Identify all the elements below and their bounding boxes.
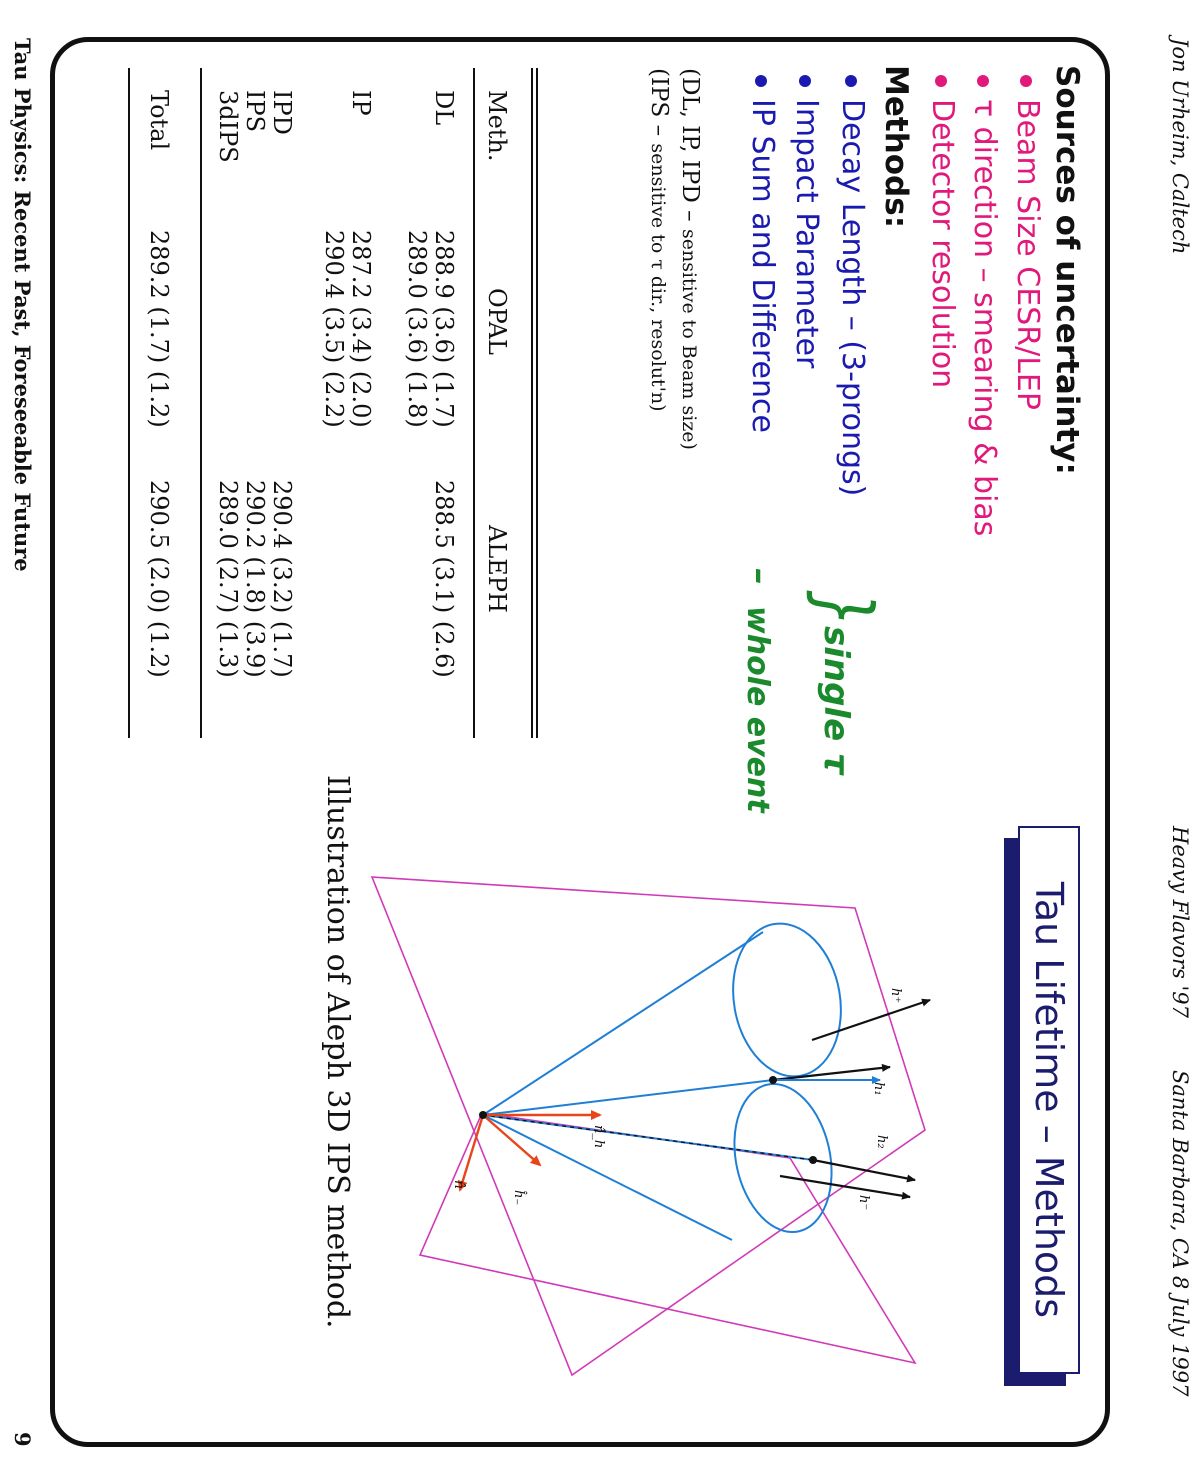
table-rule [531,68,533,738]
running-title: Tau Physics: Recent Past, Foreseeable Future [10,38,35,572]
cone-line [483,1115,732,1240]
vertex-point [809,1156,817,1164]
table-cell-aleph: 289.0 (2.7) (1.3) [214,480,242,678]
bullet-dot [846,75,858,87]
table-cell-method: IPD [268,90,296,135]
cone-ellipse-1 [721,915,852,1085]
cone-line [483,1080,773,1115]
track-arrow [773,1067,890,1080]
label-h-minus: h⁻ [856,1195,871,1211]
table-cell-opal: 289.2 (1.7) (1.2) [145,230,173,428]
table-cell-aleph: 290.5 (2.0) (1.2) [145,480,173,678]
methods-heading: Methods: [878,65,914,229]
bullet-dot [1021,75,1033,87]
table-cell-opal: 288.9 (3.6) (1.7) [430,230,458,428]
table-header: OPAL [483,288,511,355]
footer-location-date: Santa Barbara, CA 8 July 1997 [1168,1070,1192,1397]
label-h1: h₁ [871,1082,886,1096]
table-rule [200,68,202,738]
table-cell-method: IPS [241,90,269,133]
bullet-dot [978,75,990,87]
track-arrow [812,1000,930,1040]
cone-line [483,932,763,1115]
sources-heading: Sources of uncertainty: [1049,65,1085,475]
table-cell-aleph: 288.5 (3.1) (2.6) [430,480,458,678]
track-arrow [780,1176,910,1197]
handwritten-single-tau: single τ [816,626,856,775]
table-cell-opal: 289.0 (3.6) (1.8) [403,230,431,428]
table-cell-aleph: 290.4 (3.2) (1.7) [268,480,296,678]
table-header: Meth. [483,90,511,162]
method-item: Impact Parameter [789,75,824,368]
method-item: Decay Length – (3-prongs) [835,75,870,496]
method-item: IP Sum and Difference [745,75,780,433]
plane-1 [372,877,925,1375]
table-cell-method: 3dIPS [214,90,242,163]
handwritten-brace: } [800,590,888,629]
source-item: Beam Size CESR/LEP [1010,75,1045,410]
table-cell-method: IP [347,90,375,116]
methods-note-1: (DL, IP, IPD – sensitive to Beam size) [677,68,703,450]
footer-author: Jon Urheim, Caltech [1168,38,1192,255]
label-n-h: n̂_h [591,1125,606,1149]
table-rule [536,68,538,738]
source-item: Detector resolution [925,75,960,388]
vertex-point [769,1076,777,1084]
plane-2 [420,1113,915,1363]
table-rule [128,68,130,738]
table-cell-opal: 290.4 (3.5) (2.2) [320,230,348,428]
ips-diagram [350,830,950,1430]
page-number: 9 [10,1432,35,1447]
table-cell-method: DL [430,90,458,126]
table-rule [473,68,475,738]
source-item: τ direction – smearing & bias [967,75,1002,536]
bullet-dot [800,75,812,87]
table-cell-aleph: 290.2 (1.8) (3.9) [241,480,269,678]
figure-caption: Illustration of Aleph 3D IPS method. [320,775,355,1329]
bullet-dot [756,75,768,87]
slide-title: Tau Lifetime – Methods [1018,826,1080,1374]
handwritten-whole-event: whole event [740,606,775,813]
vertex-point [479,1111,487,1119]
handwritten-dash: – [740,568,780,585]
label-h-minus-hat: ĥ₋ [511,1190,526,1206]
label-n: n̂ [451,1180,467,1190]
label-h2: h₂ [874,1135,889,1149]
track-arrow [813,1160,915,1180]
table-header: ALEPH [483,525,511,613]
label-h-plus: h⁺ [888,988,903,1004]
table-cell-method: Total [145,90,173,151]
footer-conference: Heavy Flavors '97 [1168,826,1192,1018]
bullet-dot [936,75,948,87]
methods-note-2: (IPS – sensitive to τ dir., resolut'n) [646,68,672,412]
table-cell-opal: 287.2 (3.4) (2.0) [347,230,375,428]
